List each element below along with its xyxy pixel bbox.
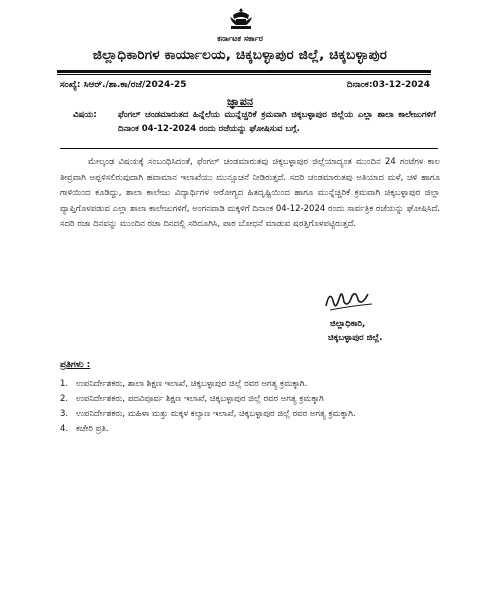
copies-heading: ಪ್ರತಿಗಳು : — [60, 360, 91, 370]
list-item-number: 4. — [60, 424, 69, 434]
notice-title: ಜ್ಞಾಪನ — [227, 95, 253, 108]
reference-row — [60, 80, 430, 90]
copies-list — [60, 378, 440, 438]
reference-number: ಸಂಖ್ಯೆ: ಸಿಆರ್./ಶಾ.ಕಾ/ರಜೆ/2024-25 — [60, 80, 187, 90]
list-item-text: ಉಪನಿರ್ದೇಶಕರು, ಪದವಿಪೂರ್ವ ಶಿಕ್ಷಣ ಇಲಾಖೆ, ಚಿಕ್ಕಬಳ್ಳಾಪುರ ಜಿಲ್ಲೆ ರವರ ಅಗತ್ಯ ಕ್ರಮಕ್ಕಾಗಿ — [76, 394, 324, 404]
signatory-place: ಚಿಕ್ಕಬಳ್ಳಾಪುರ ಜಿಲ್ಲೆ. — [328, 333, 383, 343]
list-item — [60, 408, 440, 421]
list-item-text: ಉಪನಿರ್ದೇಶಕರು, ಶಾಲಾ ಶಿಕ್ಷಣ ಇಲಾಖೆ, ಚಿಕ್ಕಬಳ್ಳಾಪುರ ಜಿಲ್ಲೆ ರವರ ಅಗತ್ಯ ಕ್ರಮಕ್ಕಾಗಿ. — [76, 379, 308, 389]
list-item-number: 1. — [60, 379, 69, 389]
office-title: ಜಿಲ್ಲಾಧಿಕಾರಿಗಳ ಕಾರ್ಯಾಲಯ, ಚಿಕ್ಕಬಳ್ಳಾಪುರ ಜಿಲ್ಲೆ, ಚಿಕ್ಕಬಳ್ಳಾಪುರ — [92, 47, 388, 63]
list-item-text: ಕಚೇರಿ ಪ್ರತಿ. — [76, 424, 109, 434]
subject-text: ಫೆಂಗಲ್ ಚಂಡಮಾರುತದ ಹಿನ್ನೆಲೆಯ ಮುನ್ನೆಚ್ಚರಿಕೆ ಕ್ರಮವಾಗಿ ಚಿಕ್ಕಬಳ್ಳಾಪುರ ಜಿಲ್ಲೆಯ ಎಲ್ಲಾ ಶಾಲಾ ಕಾಲೇಜುಗಳಿಗೆ ದಿನಾಂಕ 04-12-2024 ರಂದು ರಜೆಯನ್ನು ಘೋಷಿಸುವ ಬಗ್ಗೆ. — [118, 110, 436, 134]
header-rule-thin — [57, 74, 431, 75]
list-item — [60, 423, 440, 436]
header-rule — [57, 70, 431, 73]
reference-date: ದಿನಾಂಕ:03-12-2024 — [346, 80, 430, 90]
subject-label: ವಿಷಯ: — [73, 110, 97, 120]
body-paragraph: ಮೇಲ್ಕಂಡ ವಿಷಯಕ್ಕೆ ಸಂಬಂಧಿಸಿದಂತೆ, ಫೆಂಗಲ್ ಚಂಡಮಾರುತವು ಚಿಕ್ಕಬಳ್ಳಾಪುರ ಜಿಲ್ಲೆಯಾದ್ಯಂತ ಮುಂದಿನ 24 ಗಂಟೆಗಳ ಕಾಲ ತೀವ್ರವಾಗಿ ಅಪ್ಪಳಿಸಲಿರುವುದಾಗಿ ಹವಾಮಾನ ಇಲಾಖೆಯು ಮುನ್ಸೂಚನೆ ನೀಡಿರುತ್ತದೆ. ಸದರಿ ಚಂಡಮಾರುತವು ಅತಿಯಾದ ಮಳೆ, ಚಳಿ ಹಾಗೂ ಗಾಳಿಯಿಂದ ಕೂಡಿದ್ದು, ಶಾಲಾ ಕಾಲೇಜು ವಿದ್ಯಾರ್ಥಿಗಳ ಆರೋಗ್ಯದ ಹಿತದೃಷ್ಟಿಯಿಂದ ಹಾಗೂ ಮುನ್ನೆಚ್ಚರಿಕೆ ಕ್ರಮವಾಗಿ ಚಿಕ್ಕಬಳ್ಳಾಪುರ ಜಿಲ್ಲಾ ವ್ಯಾಪ್ತಿಗೊಳಪಡುವ ಎಲ್ಲಾ ಶಾಲಾ ಕಾಲೇಜುಗಳಿಗೆ, ಅಂಗನವಾಡಿ ಮಕ್ಕಳಿಗೆ ದಿನಾಂಕ 04-12-2024 ರಂದು ಸಾರ್ವತ್ರಿಕ ರಜೆಯನ್ನು ಘೋಷಿಸಿದೆ. ಸದರಿ ರಜಾ ದಿನವನ್ನು ಮುಂದಿನ ರಜಾ ದಿನದಲ್ಲಿ ಸರಿದೂಗಿಸಿ, ಪಾಠ ಬೋಧನೆ ಮಾಡುವ ಷರತ್ತಿಗೊಳಪಟ್ಟಿರುತ್ತದೆ. — [60, 157, 440, 230]
list-item-number: 2. — [60, 394, 69, 404]
signature-icon — [322, 284, 378, 314]
state-emblem-icon — [228, 7, 254, 31]
signatory-designation: ಜಿಲ್ಲಾಧಿಕಾರಿ, — [330, 319, 366, 329]
list-item-number: 3. — [60, 409, 69, 419]
list-item — [60, 393, 440, 406]
government-label: ಕರ್ನಾಟಕ ಸರ್ಕಾರ — [217, 34, 263, 43]
list-item — [60, 378, 440, 391]
list-item-text: ಉಪನಿರ್ದೇಶಕರು, ಮಹಿಳಾ ಮತ್ತು ಮಕ್ಕಳ ಕಲ್ಯಾಣ ಇಲಾಖೆ, ಚಿಕ್ಕಬಳ್ಳಾಪುರ ಜಿಲ್ಲೆ ರವರ ಅಗತ್ಯ ಕ್ರಮಕ್ಕಾಗಿ. — [76, 409, 356, 419]
subject-divider — [60, 148, 438, 149]
